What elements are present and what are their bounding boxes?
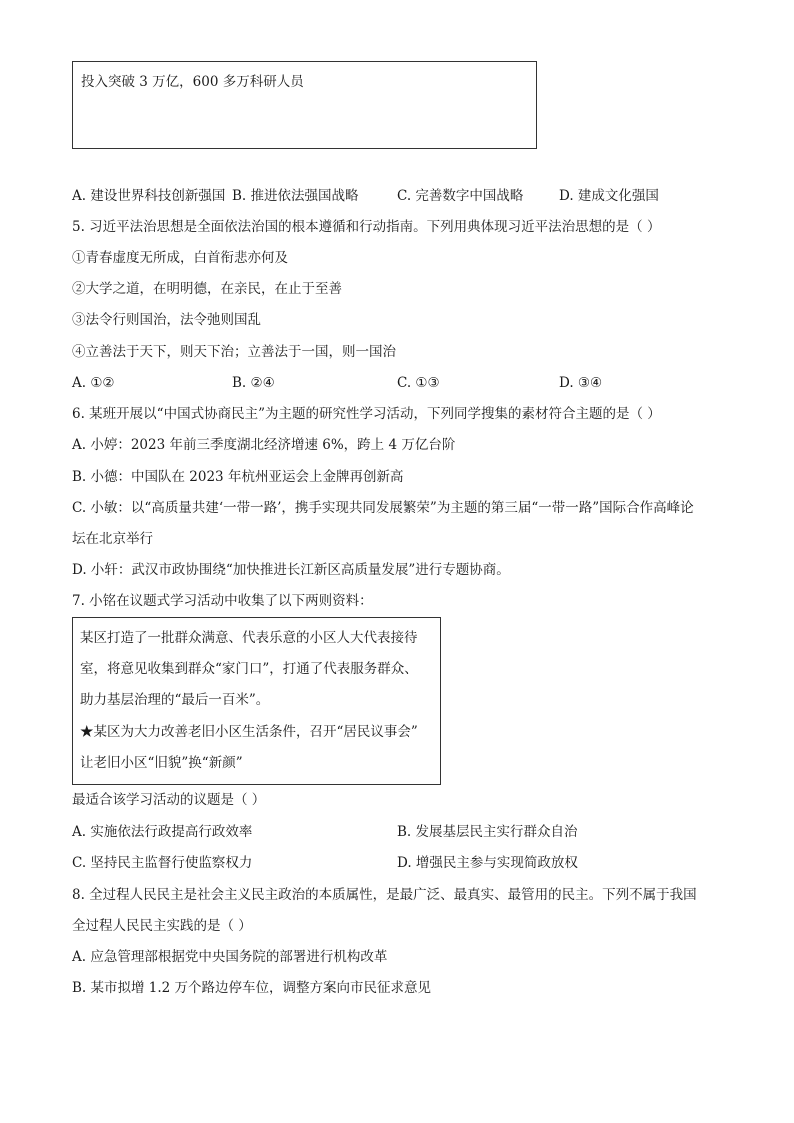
q4-option-c: C. 完善数字中国战略 (397, 188, 524, 204)
q5-item-2: ②大学之道，在明明德，在亲民，在止于至善 (72, 281, 342, 297)
q8-stem-line-1: 8. 全过程人民民主是社会主义民主政治的本质属性，是最广泛、最真实、最管用的民主。下列不属于我国 (72, 887, 697, 903)
q6-option-c-line-1: C. 小敏：以“高质量共建‘一带一路’，携手实现共同发展繁荣”为主题的第三届“一带一路”国际合作高峰论 (72, 500, 694, 516)
q7-box-line-5: 让老旧小区“旧貌”换“新颜” (80, 755, 243, 771)
q8-stem-line-2: 全过程人民民主实践的是（ ） (72, 918, 252, 934)
q7-box-line-4: ★某区为大力改善老旧小区生活条件，召开“居民议事会” (80, 724, 418, 740)
q5-option-a: A. ①② (72, 375, 115, 391)
q4-option-d: D. 建成文化强国 (559, 188, 659, 204)
q4-option-b: B. 推进依法强国战略 (232, 188, 359, 204)
q6-option-b: B. 小德：中国队在 2023 年杭州亚运会上金牌再创新高 (72, 469, 404, 485)
q5-item-1: ①青春虚度无所成，白首衔悲亦何及 (72, 250, 288, 266)
q7-option-b: B. 发展基层民主实行群众自治 (397, 824, 578, 840)
material-box-1-text: 投入突破 3 万亿，600 多万科研人员 (81, 74, 304, 90)
q8-option-a: A. 应急管理部根据党中央国务院的部署进行机构改革 (72, 949, 388, 965)
q7-box-line-2: 室，将意见收集到群众“家门口”，打通了代表服务群众、 (80, 661, 418, 677)
q8-option-b: B. 某市拟增 1.2 万个路边停车位，调整方案向市民征求意见 (72, 980, 432, 996)
q5-option-b: B. ②④ (232, 375, 275, 391)
q7-option-c: C. 坚持民主监督行使监察权力 (72, 855, 253, 871)
q5-stem: 5. 习近平法治思想是全面依法治国的根本遵循和行动指南。下列用典体现习近平法治思想的是（ ） (72, 219, 661, 235)
q5-item-3: ③法令行则国治，法令弛则国乱 (72, 312, 261, 328)
q5-option-d: D. ③④ (559, 375, 603, 391)
q6-stem: 6. 某班开展以“中国式协商民主”为主题的研究性学习活动，下列同学搜集的素材符合主题的是（ ） (72, 406, 661, 422)
q7-stem: 7. 小铭在议题式学习活动中收集了以下两则资料： (72, 593, 373, 609)
q5-item-4: ④立善法于天下，则天下治；立善法于一国，则一国治 (72, 344, 396, 360)
q7-box-line-1: 某区打造了一批群众满意、代表乐意的小区人大代表接待 (80, 630, 418, 646)
q7-question: 最适合该学习活动的议题是（ ） (72, 792, 266, 808)
q7-option-d: D. 增强民主参与实现简政放权 (397, 855, 578, 871)
q6-option-c-line-2: 坛在北京举行 (72, 531, 153, 547)
q5-option-c: C. ①③ (397, 375, 440, 391)
q7-option-a: A. 实施依法行政提高行政效率 (72, 824, 253, 840)
q6-option-a: A. 小婷：2023 年前三季度湖北经济增速 6%，跨上 4 万亿台阶 (72, 437, 456, 453)
q7-box-line-3: 助力基层治理的“最后一百米”。 (80, 692, 270, 708)
q4-option-a: A. 建设世界科技创新强国 (72, 188, 226, 204)
q6-option-d: D. 小轩：武汉市政协围绕“加快推进长江新区高质量发展”进行专题协商。 (72, 562, 510, 578)
